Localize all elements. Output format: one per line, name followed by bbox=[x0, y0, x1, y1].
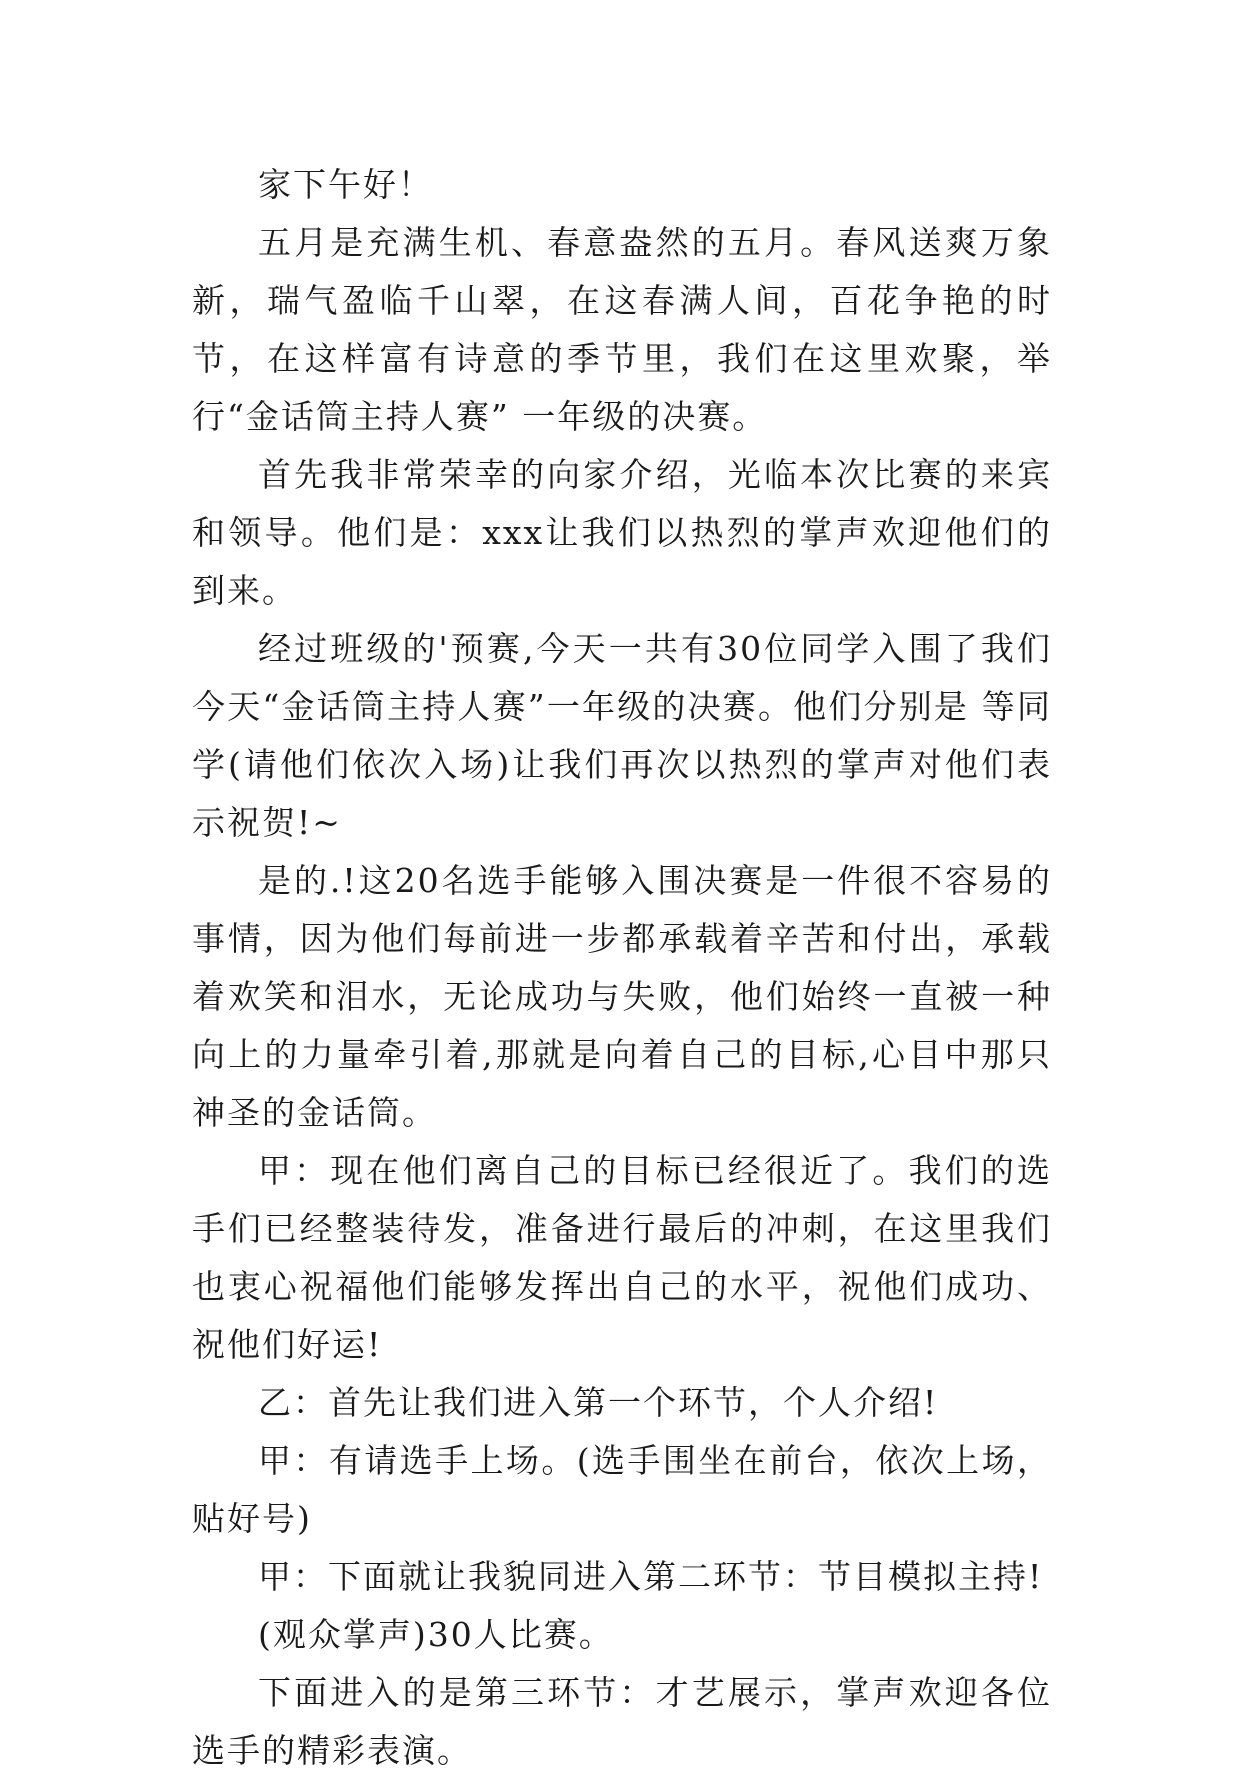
paragraph-host-a-second-round: 甲：下面就让我貌同进入第二环节：节目模拟主持! bbox=[258, 1557, 1044, 1596]
paragraph-host-b-intro: 乙：首先让我们进入第一个环节，个人介绍! bbox=[258, 1383, 939, 1422]
paragraph-host-a-invite: 甲：有请选手上场。(选手围坐在前台，依次上场，贴好号) bbox=[192, 1441, 1052, 1538]
paragraph-host-a-wishes: 甲：现在他们离自己的目标已经很近了。我们的选手们已经整装待发，准备进行最后的冲刺，在这里我们也衷心祝福他们能够发挥出自己的水平，祝他们成功、祝他们好运! bbox=[192, 1151, 1052, 1364]
document-body bbox=[192, 156, 1052, 1780]
paragraph-greeting: 家下午好！ bbox=[258, 165, 433, 204]
paragraph-third-round: 下面进入的是第三环节：才艺展示，掌声欢迎各位选手的精彩表演。 bbox=[192, 1673, 1052, 1770]
paragraph-finalists: 是的.!这20名选手能够入围决赛是一件很不容易的事情，因为他们每前进一步都承载着辛苦和付出，承载着欢笑和泪水，无论成功与失败，他们始终一直被一种向上的力量牵引着,那就是向着自己的目标,心目中那只神圣的金话筒。 bbox=[192, 861, 1052, 1132]
paragraph-applause: (观众掌声)30人比赛。 bbox=[258, 1615, 614, 1654]
paragraph-opening: 五月是充满生机、春意盎然的五月。春风送爽万象新，瑞气盈临千山翠，在这春满人间，百花争艳的时节，在这样富有诗意的季节里，我们在这里欢聚，举行“金话筒主持人赛” 一年级的决赛。 bbox=[192, 223, 1052, 436]
paragraph-guests: 首先我非常荣幸的向家介绍，光临本次比赛的来宾和领导。他们是：xxx让我们以热烈的掌声欢迎他们的到来。 bbox=[192, 455, 1052, 610]
paragraph-contestants: 经过班级的'预赛,今天一共有30位同学入围了我们今天“金话筒主持人赛”一年级的决赛。他们分别是 等同学(请他们依次入场)让我们再次以热烈的掌声对他们表示祝贺!~ bbox=[192, 629, 1052, 842]
